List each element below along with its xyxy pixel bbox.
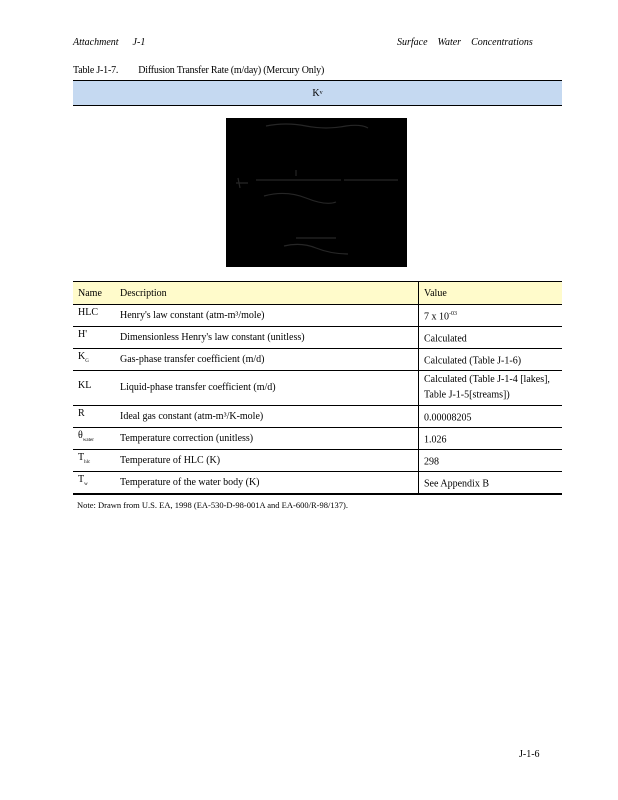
param-description: Henry's law constant (atm-m³/mole) — [115, 305, 419, 327]
param-value: 7 x $10^{-03}$ — [419, 305, 563, 327]
attachment-id: J-1 — [132, 37, 146, 48]
running-header-right — [397, 37, 533, 48]
section-word: Water — [437, 37, 462, 48]
param-description: Temperature of the water body (K) — [120, 476, 260, 488]
section-word: Concentrations — [471, 37, 533, 48]
parameter-table — [73, 281, 562, 495]
param-name: $\theta_{water}$ — [73, 428, 115, 450]
page-number: J-1-6 — [519, 749, 540, 760]
table-header-row — [73, 282, 562, 305]
param-value: See Appendix B — [419, 472, 563, 495]
table-row — [73, 428, 562, 450]
param-name: R — [73, 406, 115, 428]
equation-graphic — [226, 118, 407, 267]
kv-symbol: K — [312, 87, 320, 99]
kv-subscript: v — [319, 90, 323, 96]
table-note: Note: Drawn from U.S. EA, 1998 (EA-530-D-98-001A and EA-600/R-98/137). — [77, 500, 349, 510]
equation-image — [226, 118, 407, 267]
param-description: Dimensionless Henry's law constant (unitless) — [115, 327, 419, 349]
table-row — [73, 472, 562, 495]
table-row — [73, 406, 562, 428]
running-header-left — [73, 37, 145, 48]
table-row — [73, 450, 562, 472]
param-description: Liquid-phase transfer coefficient (m/d) — [115, 371, 419, 406]
param-name: H' — [73, 327, 115, 349]
param-name: KL — [73, 371, 115, 406]
column-header-description: Description — [115, 282, 419, 305]
column-header-value: Value — [419, 282, 563, 305]
section-word: Surface — [397, 37, 428, 48]
param-value: Calculated — [419, 327, 563, 349]
param-value: Calculated (Table J-1-4 [lakes], Table J-1-5[streams]) — [419, 371, 563, 406]
param-description: Temperature correction (unitless) — [115, 428, 419, 450]
table-body — [73, 305, 562, 495]
param-description: Temperature of HLC (K) — [115, 450, 419, 472]
table-row — [73, 371, 562, 406]
equation-heading-band — [73, 80, 562, 106]
param-value: 0.00008205 — [419, 406, 563, 428]
param-description: Gas-phase transfer coefficient (m/d) — [115, 349, 419, 371]
param-name: $T_{hlc}$ — [73, 450, 115, 472]
param-description: Ideal gas constant (atm-m³/K-mole) — [115, 406, 419, 428]
column-header-name: Name — [73, 282, 115, 305]
param-name: HLC — [73, 305, 115, 327]
attachment-label: Attachment — [73, 37, 119, 48]
param-name: $K_G$ — [73, 349, 115, 371]
param-value: 1.026 — [419, 428, 563, 450]
param-name: $T_w$ — [78, 474, 88, 487]
param-value: Calculated (Table J-1-6) — [419, 349, 563, 371]
table-title: Diffusion Transfer Rate (m/day) (Mercury Only) — [138, 65, 325, 76]
table-row — [73, 349, 562, 371]
table-row — [73, 327, 562, 349]
table-id: Table J-1-7. — [73, 65, 119, 76]
table-caption — [73, 65, 324, 76]
table-row — [73, 305, 562, 327]
param-value: 298 — [419, 450, 563, 472]
